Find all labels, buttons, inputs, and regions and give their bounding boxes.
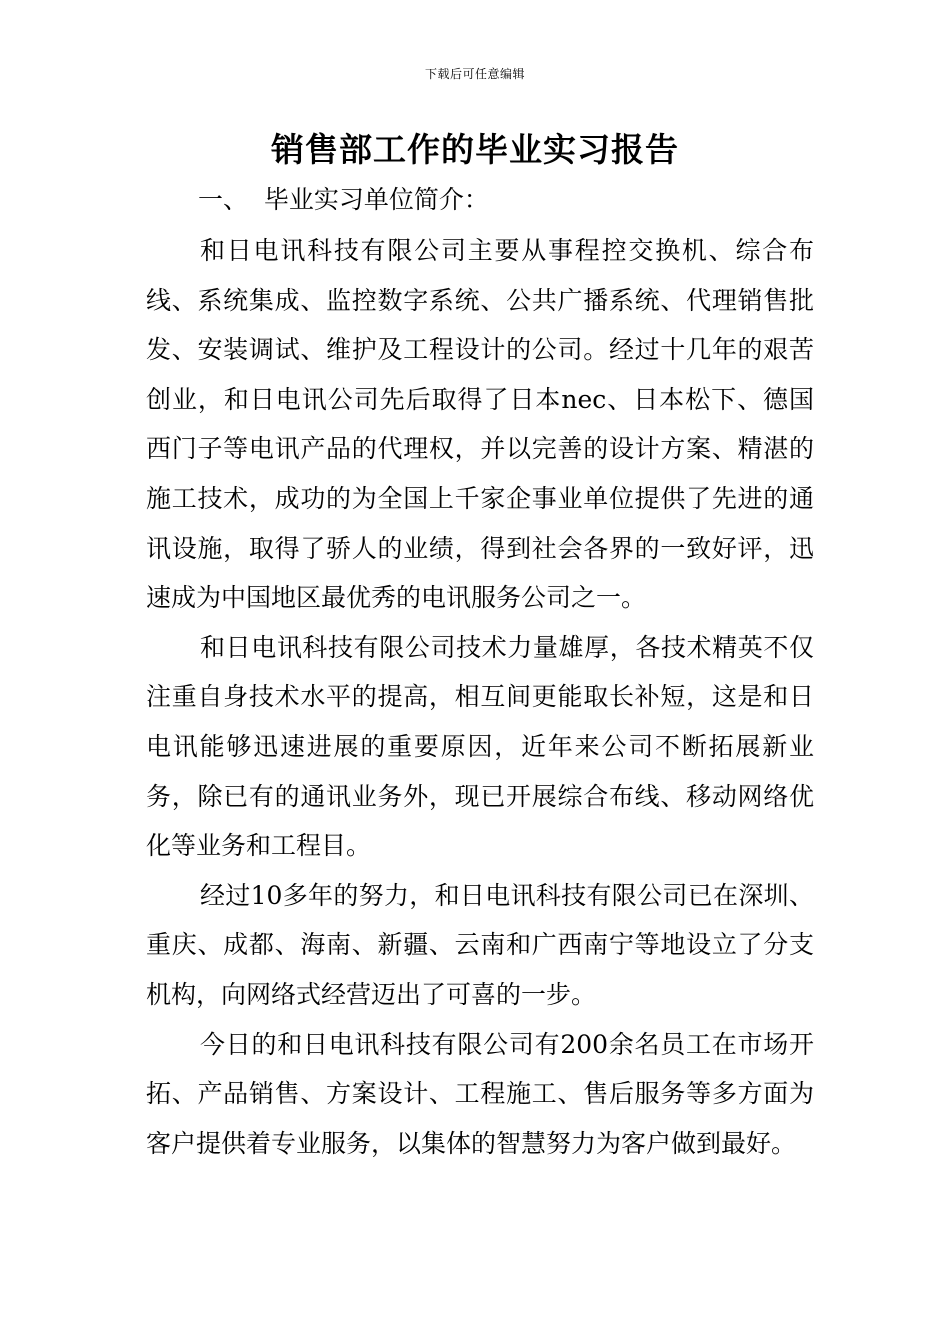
paragraph-technical-strength: 和日电讯科技有限公司技术力量雄厚，各技术精英不仅注重自身技术水平的提高，相互间更能取长补短，这是和日电讯能够迅速进展的重要原因，近年来公司不断拓展新业务，除已有的通讯业务外，现已开展综合布线、移动网络优化等业务和工程目。	[146, 632, 814, 861]
document-body	[146, 226, 814, 1168]
header-note: 下载后可任意编辑	[424, 67, 525, 81]
paragraph-company-overview: 和日电讯科技有限公司主要从事程控交换机、综合布线、系统集成、监控数字系统、公共广播系统、代理销售批发、安装调试、维护及工程设计的公司。经过十几年的艰苦创业，和日电讯公司先后取得了日本nec、日本松下、德国西门子等电讯产品的代理权，并以完善的设计方案、精湛的施工技术，成功的为全国上千家企事业单位提供了先进的通讯设施，取得了骄人的业绩，得到社会各界的一致好评，迅速成为中国地区最优秀的电讯服务公司之一。	[146, 236, 814, 613]
page-title: 销售部工作的毕业实习报告	[271, 130, 679, 169]
section-heading: 一、 毕业实习单位简介：	[198, 185, 489, 214]
paragraph-branches: 经过10多年的努力，和日电讯科技有限公司已在深圳、重庆、成都、海南、新疆、云南和广西南宁等地设立了分支机构，向网络式经营迈出了可喜的一步。	[146, 880, 814, 1009]
paragraph-staff-services: 今日的和日电讯科技有限公司有200余名员工在市场开拓、产品销售、方案设计、工程施工、售后服务等多方面为客户提供着专业服务，以集体的智慧努力为客户做到最好。	[146, 1029, 814, 1158]
